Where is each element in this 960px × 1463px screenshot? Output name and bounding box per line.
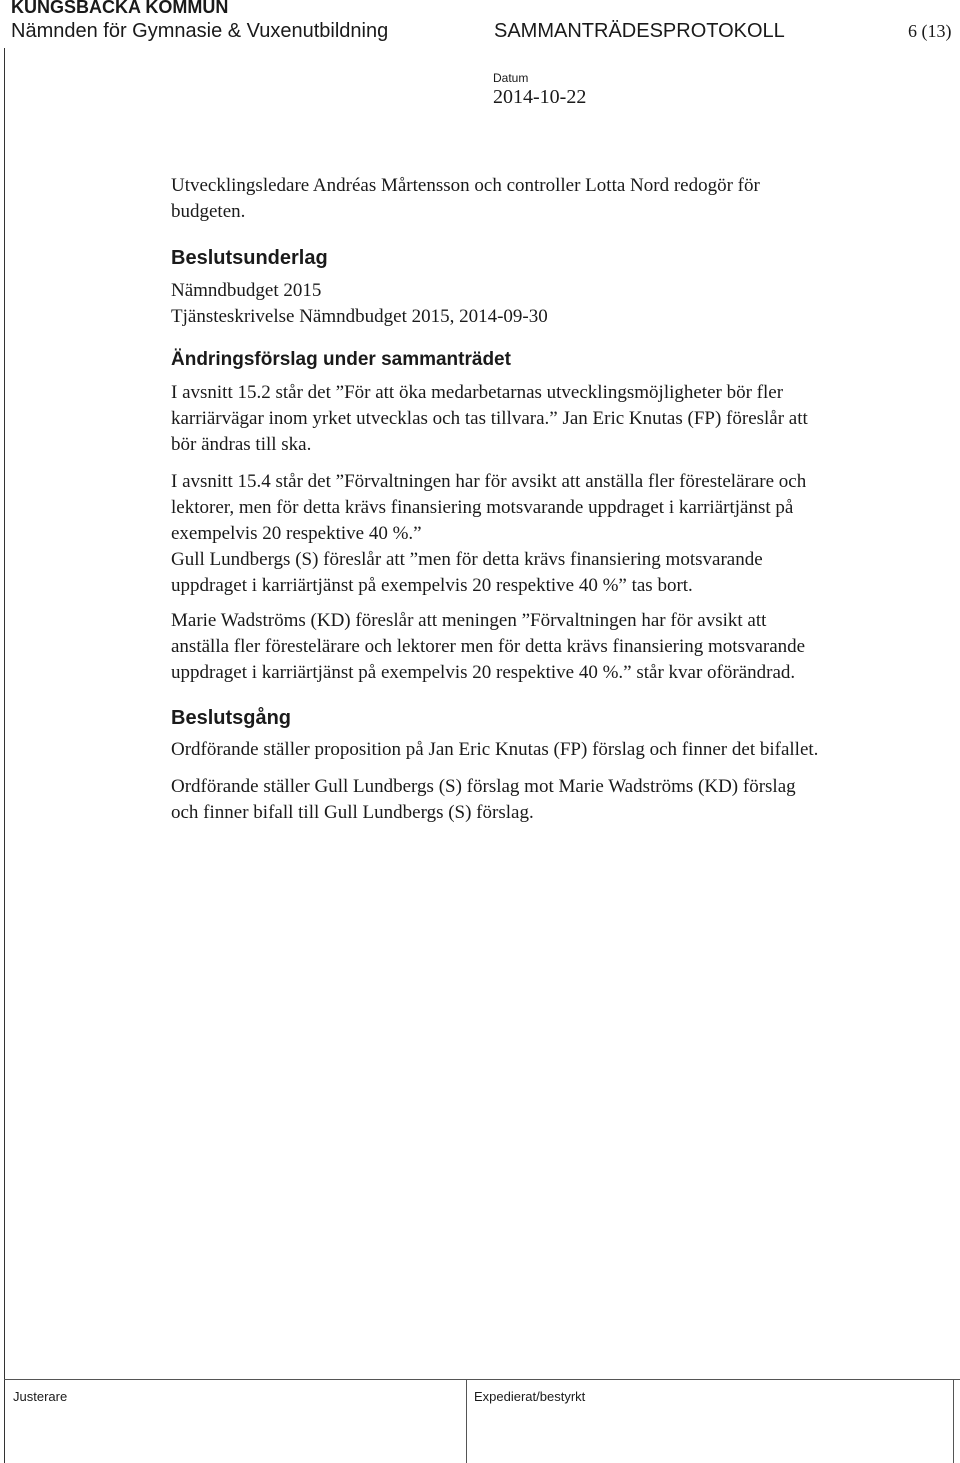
left-margin-rule [4,48,5,1463]
andringsforslag-paragraph-2 [171,469,931,599]
date-value: 2014-10-22 [493,86,587,108]
andringsforslag-paragraph-3 [171,608,931,686]
text-line: uppdraget i karriärtjänst på exempelvis 20 respektive 40 %” tas bort. [171,575,693,596]
organization-name: KUNGSBACKA KOMMUN [11,0,229,17]
text-line: lektorer, men för detta krävs finansiering motsvarande uppdraget i karriärtjänst på [171,497,794,518]
text-line: I avsnitt 15.4 står det ”Förvaltningen har för avsikt att anställa fler förestelärare och [171,471,807,492]
expedierat-label: Expedierat/bestyrkt [474,1389,586,1404]
beslutsunderlag-heading: Beslutsunderlag [171,247,328,269]
text-line: karriärvägar inom yrket utvecklas och tas tillvara.” Jan Eric Knutas (FP) föreslår att [171,408,808,429]
text-line: Ordförande ställer Gull Lundbergs (S) förslag mot Marie Wadströms (KD) förslag [171,776,796,797]
beslutsgang-heading: Beslutsgång [171,707,292,729]
text-line: bör ändras till ska. [171,434,312,455]
text-line: I avsnitt 15.2 står det ”För att öka medarbetarnas utvecklingsmöjligheter bör fler [171,382,784,403]
intro-paragraph [171,173,931,225]
list-item: Tjänsteskrivelse Nämndbudget 2015, 2014-09-30 [171,306,548,327]
date-label: Datum [493,71,529,85]
document-type: SAMMANTRÄDESPROTOKOLL [494,20,785,42]
committee-name: Nämnden för Gymnasie & Vuxenutbildning [11,20,389,42]
page-number: 6 (13) [908,21,952,41]
andringsforslag-paragraph-1 [171,380,931,458]
text-line: exempelvis 20 respektive 40 %.” [171,523,422,544]
text-line: Marie Wadströms (KD) föreslår att meningen ”Förvaltningen har för avsikt att [171,610,767,631]
footer-divider [953,1380,954,1463]
footer-divider [466,1380,467,1463]
text-line: budgeten. [171,201,246,222]
beslutsgang-paragraph-1 [171,737,931,763]
text-line: och finner bifall till Gull Lundbergs (S) förslag. [171,802,534,823]
andringsforslag-heading: Ändringsförslag under sammanträdet [171,349,511,370]
text-line: Ordförande ställer proposition på Jan Eric Knutas (FP) förslag och finner det bifallet. [171,739,819,760]
text-line: uppdraget i karriärtjänst på exempelvis 20 respektive 40 %.” står kvar oförändrad. [171,662,796,683]
text-line: Utvecklingsledare Andréas Mårtensson och controller Lotta Nord redogör för [171,175,760,196]
footer-rule [4,1379,960,1380]
text-line: anställa fler förestelärare och lektorer men för detta krävs finansiering motsvarande [171,636,806,657]
justerare-label: Justerare [13,1389,68,1404]
beslutsgang-paragraph-2 [171,774,931,826]
beslutsunderlag-list [171,278,931,330]
text-line: Gull Lundbergs (S) föreslår att ”men för detta krävs finansiering motsvarande [171,549,763,570]
list-item: Nämndbudget 2015 [171,280,322,301]
